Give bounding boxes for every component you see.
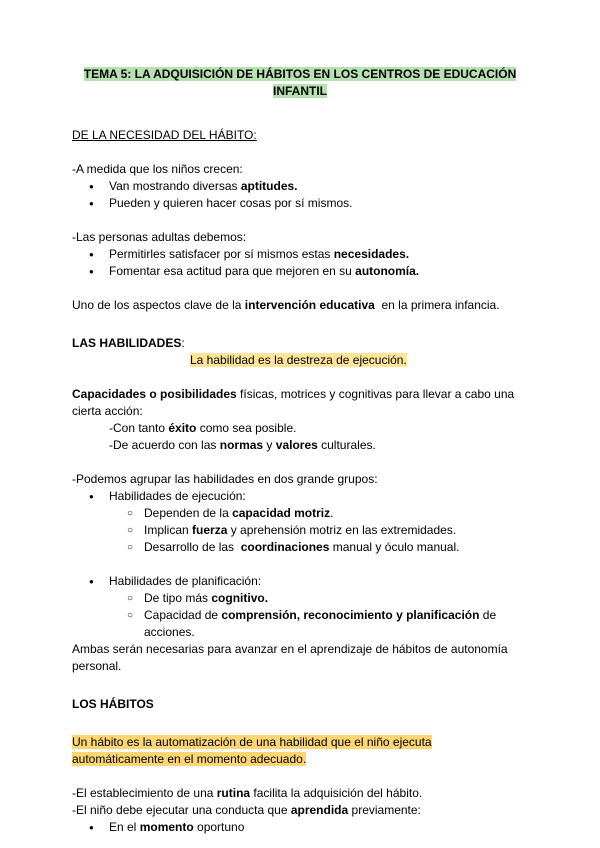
paragraph: -El niño debe ejecutar una conducta que aprendida previamente:: [72, 803, 421, 817]
list-item: ● En el momento oportuno: [72, 819, 528, 836]
highlight-definition: La habilidad es la destreza de ejecución.: [190, 353, 407, 367]
title-line-1: TEMA 5: LA ADQUISICIÓN DE HÁBITOS EN LOS CENTROS DE EDUCACIÓN: [83, 67, 517, 81]
paragraph: Capacidades o posibilidades físicas, motrices y cognitivas para llevar a cabo una: [72, 387, 515, 401]
list-item: ● Pueden y quieren hacer cosas por sí mismos.: [72, 195, 528, 212]
page-title: [72, 66, 528, 100]
highlight-definition: automáticamente en el momento adecuado.: [72, 752, 307, 766]
list-item: ○ Implican fuerza y aprehensión motriz en las extremidades.: [72, 522, 528, 539]
bullet-list: [72, 246, 528, 280]
list-item: ○ Dependen de la capacidad motriz.: [72, 505, 528, 522]
list-item: ○ Capacidad de comprensión, reconocimiento y planificación de acciones.: [72, 607, 528, 641]
section-heading-habitos: LOS HÁBITOS: [72, 697, 154, 711]
paragraph: -Podemos agrupar las habilidades en dos grande grupos:: [72, 472, 378, 486]
sub-line: -Con tanto éxito como sea posible.: [109, 421, 297, 435]
sub-line: -De acuerdo con las normas y valores culturales.: [109, 438, 376, 452]
bullet-list: [72, 573, 528, 590]
sub-bullet-list: [72, 590, 528, 641]
paragraph: Ambas serán necesarias para avanzar en el aprendizaje de hábitos de autonomía: [72, 642, 508, 656]
list-item: ● Fomentar esa actitud para que mejoren en su autonomía.: [72, 263, 528, 280]
paragraph: -Las personas adultas debemos:: [72, 230, 247, 244]
list-item: ● Permitirles satisfacer por sí mismos estas necesidades.: [72, 246, 528, 263]
paragraph: personal.: [72, 659, 122, 673]
list-item: ● Habilidades de planificación:: [72, 573, 528, 590]
bullet-list: [72, 178, 528, 212]
list-item: ● Habilidades de ejecución:: [72, 488, 528, 505]
section-heading-necesidad: DE LA NECESIDAD DEL HÁBITO:: [72, 128, 257, 142]
paragraph: cierta acción:: [72, 404, 143, 418]
sub-bullet-list: [72, 505, 528, 556]
paragraph: Uno de los aspectos clave de la intervención educativa en la primera infancia.: [72, 298, 500, 312]
list-item: ○ De tipo más cognitivo.: [72, 590, 528, 607]
title-line-2: INFANTIL: [273, 84, 327, 98]
section-heading-habilidades: LAS HABILIDADES:: [72, 336, 185, 350]
bullet-list: [72, 488, 528, 505]
list-item: ○ Desarrollo de las coordinaciones manual y óculo manual.: [72, 539, 528, 556]
document-page: [72, 66, 528, 836]
bullet-list: [72, 819, 528, 836]
highlight-definition: Un hábito es la automatización de una habilidad que el niño ejecuta: [72, 735, 432, 749]
paragraph: -A medida que los niños crecen:: [72, 162, 243, 176]
paragraph: -El establecimiento de una rutina facilita la adquisición del hábito.: [72, 786, 423, 800]
list-item: ● Van mostrando diversas aptitudes.: [72, 178, 528, 195]
